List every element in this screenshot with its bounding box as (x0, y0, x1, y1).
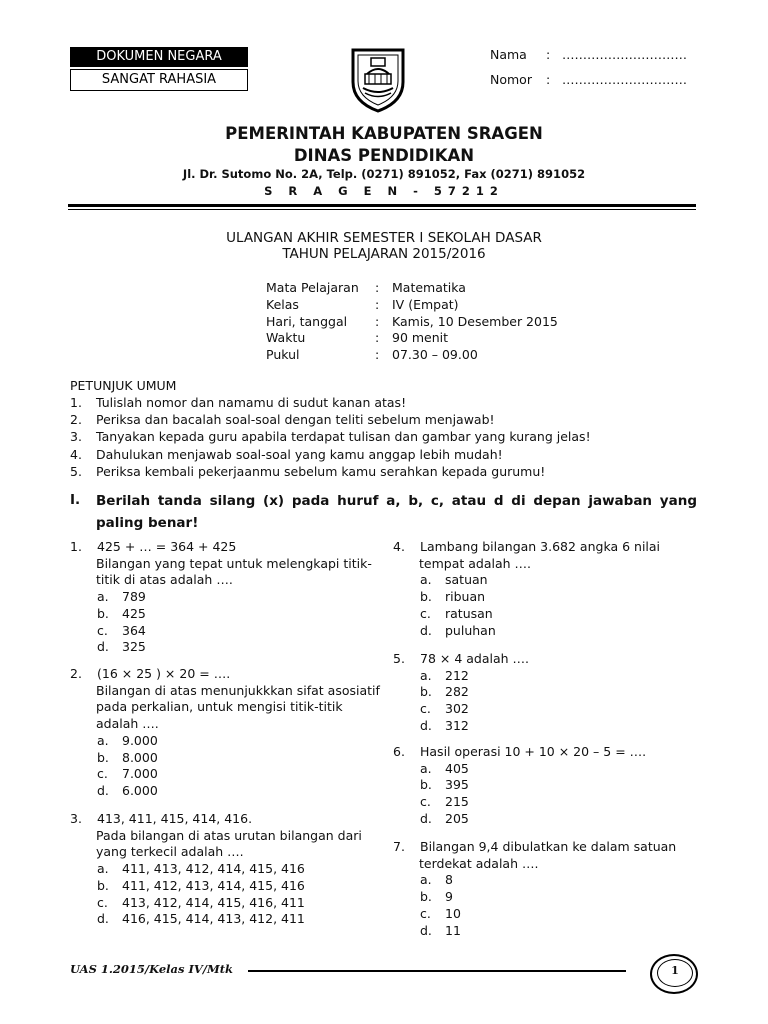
option-letter: d. (97, 782, 109, 798)
option-text: ratusan (445, 605, 493, 621)
meta-label: Pukul (266, 347, 300, 363)
instructions-heading: PETUNJUK UMUM (70, 378, 177, 393)
meta-label: Hari, tanggal (266, 313, 348, 329)
option-text: 411, 413, 412, 414, 415, 416 (122, 861, 305, 877)
option-letter: c. (420, 794, 431, 810)
option-text: 9.000 (122, 732, 158, 748)
option-letter: a. (420, 667, 432, 683)
option-text: 302 (445, 701, 469, 717)
section-number: I. (70, 492, 81, 508)
option-text: 8 (445, 872, 453, 888)
nomor-label: Nomor (490, 72, 532, 87)
option-text: ribuan (445, 589, 486, 605)
meta-value: Kamis, 10 Desember 2015 (392, 313, 558, 329)
meta-colon: : (375, 280, 380, 295)
question-stem: 413, 411, 415, 414, 416. (97, 811, 253, 826)
question-stem: Lambang bilangan 3.682 angka 6 nilai (420, 539, 661, 554)
option-text: 405 (445, 760, 469, 776)
exam-title: ULANGAN AKHIR SEMESTER I SEKOLAH DASAR (226, 230, 542, 246)
option-letter: b. (97, 749, 109, 765)
option-text: 416, 415, 414, 413, 412, 411 (122, 911, 305, 927)
meta-colon: : (375, 296, 380, 312)
question-number: 7. (393, 839, 405, 854)
option-letter: d. (420, 622, 432, 638)
department-title: DINAS PENDIDIKAN (293, 146, 475, 165)
instruction-text: Periksa dan bacalah soal-soal dengan teliti sebelum menjawab! (96, 412, 495, 428)
option-text: 215 (445, 794, 469, 810)
government-title: PEMERINTAH KABUPATEN SRAGEN (225, 124, 543, 143)
option-text: 8.000 (122, 749, 158, 765)
address-line: Jl. Dr. Sutomo No. 2A, Telp. (0271) 891052, Fax (0271) 891052 (182, 167, 586, 181)
option-text: 789 (122, 589, 146, 605)
question-text: Bilangan di atas menunjukkkan sifat asosiatif (96, 682, 380, 698)
nama-colon: : (546, 47, 551, 62)
question-text: tempat adalah …. (419, 555, 531, 571)
page-number: 1 (671, 964, 679, 977)
option-text: 11 (445, 922, 461, 938)
instruction-text: Tanyakan kepada guru apabila terdapat tulisan dan gambar yang kurang jelas! (96, 429, 591, 445)
option-letter: c. (97, 622, 108, 638)
instruction-number: 1. (70, 395, 82, 410)
question-number: 6. (393, 744, 405, 759)
city-line: S R A G E N - 57212 (264, 184, 504, 198)
option-text: 395 (445, 777, 469, 793)
option-letter: b. (420, 777, 432, 793)
option-letter: a. (420, 872, 432, 888)
classification-badge: DOKUMEN NEGARA (70, 47, 248, 67)
question-number: 4. (393, 539, 405, 554)
nama-label: Nama (490, 47, 527, 62)
option-letter: b. (420, 889, 432, 905)
option-text: 312 (445, 717, 469, 733)
option-letter: a. (97, 861, 109, 877)
instruction-text: Tulislah nomor dan namamu di sudut kanan atas! (96, 395, 407, 410)
question-text: pada perkalian, untuk mengisi titik-titik (96, 699, 343, 715)
meta-value: IV (Empat) (392, 296, 459, 312)
footer-rule (248, 970, 626, 972)
option-text: satuan (445, 572, 488, 588)
nama-field: ………………………… (562, 47, 687, 62)
nomor-colon: : (546, 72, 551, 87)
option-letter: d. (420, 922, 432, 938)
meta-label: Waktu (266, 330, 306, 346)
question-number: 5. (393, 651, 405, 666)
option-text: 9 (445, 889, 453, 905)
question-text: titik di atas adalah …. (96, 572, 233, 588)
instruction-number: 3. (70, 429, 82, 445)
option-text: 10 (445, 905, 461, 921)
question-text: Pada bilangan di atas urutan bilangan dari (96, 827, 362, 843)
meta-value: Matematika (392, 280, 466, 295)
option-letter: d. (420, 810, 432, 826)
instruction-number: 2. (70, 412, 82, 428)
option-text: 425 (122, 605, 146, 621)
meta-colon: : (375, 313, 380, 329)
meta-value: 90 menit (392, 330, 449, 346)
option-text: 6.000 (122, 782, 158, 798)
option-letter: c. (97, 766, 108, 782)
question-number: 2. (70, 666, 82, 681)
option-letter: b. (97, 605, 109, 621)
option-letter: d. (420, 717, 432, 733)
instruction-number: 5. (70, 463, 82, 479)
option-letter: a. (420, 760, 432, 776)
option-letter: b. (420, 589, 432, 605)
option-text: 411, 412, 413, 414, 415, 416 (122, 877, 305, 893)
option-letter: c. (420, 701, 431, 717)
question-stem: 78 × 4 adalah …. (420, 651, 530, 666)
letterhead-rule-thin (68, 209, 696, 210)
option-letter: b. (420, 684, 432, 700)
instruction-text: Periksa kembali pekerjaanmu sebelum kamu serahkan kepada gurumu! (96, 463, 546, 479)
option-text: 282 (445, 684, 469, 700)
question-number: 3. (70, 811, 82, 826)
question-number: 1. (70, 539, 82, 554)
option-text: puluhan (445, 622, 496, 638)
meta-value: 07.30 – 09.00 (392, 347, 478, 363)
question-text: adalah …. (96, 716, 159, 732)
footer-code: UAS 1.2015/Kelas IV/Mtk (70, 962, 233, 976)
option-letter: b. (97, 877, 109, 893)
section-instruction: Berilah tanda silang (x) pada huruf a, b, c, atau d di depan jawaban yang paling benar! (96, 493, 697, 531)
secrecy-badge: SANGAT RAHASIA (70, 69, 248, 91)
meta-label: Mata Pelajaran (266, 280, 359, 295)
meta-label: Kelas (266, 296, 299, 312)
question-stem: Hasil operasi 10 + 10 × 20 – 5 = …. (420, 744, 647, 759)
instruction-number: 4. (70, 446, 82, 462)
option-letter: d. (97, 911, 109, 927)
option-text: 325 (122, 639, 146, 655)
regency-emblem-icon (347, 44, 409, 114)
question-text: Bilangan yang tepat untuk melengkapi titik- (96, 555, 372, 571)
option-letter: c. (420, 905, 431, 921)
option-text: 212 (445, 667, 469, 683)
question-text: yang terkecil adalah …. (96, 844, 244, 860)
option-letter: a. (97, 589, 109, 605)
question-stem: (16 × 25 ) × 20 = …. (97, 666, 231, 681)
instruction-text: Dahulukan menjawab soal-soal yang kamu anggap lebih mudah! (96, 446, 503, 462)
option-letter: c. (97, 894, 108, 910)
option-text: 413, 412, 414, 415, 416, 411 (122, 894, 305, 910)
option-letter: d. (97, 639, 109, 655)
question-stem: Bilangan 9,4 dibulatkan ke dalam satuan (420, 839, 677, 854)
exam-year: TAHUN PELAJARAN 2015/2016 (282, 246, 486, 262)
meta-colon: : (375, 347, 380, 363)
option-letter: c. (420, 605, 431, 621)
option-letter: a. (97, 732, 109, 748)
option-letter: a. (420, 572, 432, 588)
nomor-field: ………………………… (562, 72, 687, 87)
letterhead-rule-thick (68, 204, 696, 207)
option-text: 205 (445, 810, 469, 826)
question-text: terdekat adalah …. (419, 855, 539, 871)
question-stem: 425 + … = 364 + 425 (97, 539, 237, 554)
option-text: 7.000 (122, 766, 158, 782)
option-text: 364 (122, 622, 146, 638)
meta-colon: : (375, 330, 380, 346)
